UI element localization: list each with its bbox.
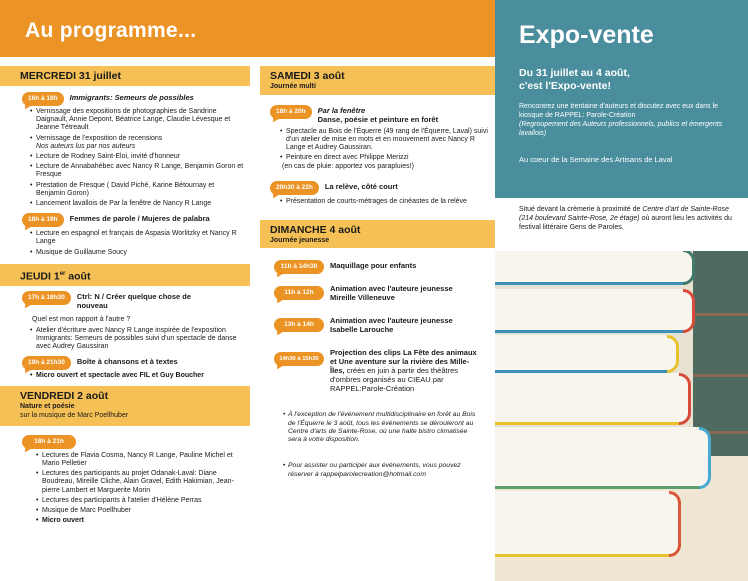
slot xyxy=(0,92,250,208)
day-header-mercredi xyxy=(0,66,250,86)
day-header-dimanche xyxy=(260,220,495,249)
program-title: Au programme... xyxy=(25,19,197,42)
list-item: • Vernissage de l'exposition de recensions Nos auteurs lus par nos auteurs xyxy=(36,135,244,151)
slot-title: Immigrants: Semeurs de possibles xyxy=(69,93,194,102)
program-column-right xyxy=(260,66,495,479)
book xyxy=(495,373,691,425)
list-item: • Prestation de Fresque ( David Piché, Karine Bétournay et Benjamin Goron) xyxy=(36,182,244,198)
list-item: • Musique de Marc Poellhuber xyxy=(42,507,244,515)
note-item: • Pour assister ou participer aux événements, vous pouvez réserver à rappelparolecreation@hotmail.com xyxy=(288,462,481,479)
expo-panel xyxy=(495,0,748,581)
expo-description: Rencontrez une trentaine d'auteurs et discutez avec eux dans le kiosque de RAPPEL: Parole-Création (Regroupement des Auteurs professionnels, publics et émergents lavallois) xyxy=(519,103,723,137)
time-badge: 14h30 à 15h30 xyxy=(274,352,324,366)
time-badge: 18h à 21h xyxy=(22,435,76,449)
photo-wall xyxy=(693,251,748,456)
list-item: • Lectures des participants à l'atelier d'Hélène Perras xyxy=(42,497,244,505)
list-item: • Peinture en direct avec Philippe Merizzi xyxy=(286,154,489,162)
list-item: • Vernissage des expositions de photographies de Sandrine Daignault, Annie Depont, Béatrice Lange, Claudie Lévesque et Jeanne Tétreault xyxy=(36,108,244,133)
time-badge: 11h à 14h30 xyxy=(274,260,324,274)
list-item: • Micro ouvert et spectacle avec FIL et Guy Boucher xyxy=(36,372,244,380)
time-badge: 20h30 à 22h xyxy=(270,181,319,195)
photo-wall-line xyxy=(693,313,748,316)
item-list xyxy=(0,108,250,208)
slot-title: Boîte à chansons et à textes xyxy=(76,357,178,367)
day-title: DIMANCHE 4 août xyxy=(270,223,361,236)
slot xyxy=(260,347,495,393)
slot-title: Animation avec l'auteure jeunesse Isabelle Larouche xyxy=(330,316,453,335)
day-title: VENDREDI 2 août xyxy=(20,390,109,403)
expo-context: Au coeur de la Semaine des Artisans de Laval xyxy=(519,155,673,164)
books-photo xyxy=(495,251,748,581)
list-item: • Lancement lavallois de Par la fenêtre de Nancy R Lange xyxy=(36,200,244,208)
list-item: • Atelier d'écriture avec Nancy R Lange inspirée de l'exposition Immigrants: Semeurs de possibles suivi d'un spectacle de danse avec Audrey Gaussiran xyxy=(36,327,244,352)
book xyxy=(495,335,679,373)
book xyxy=(495,289,695,333)
slot-title: La relève, côté court xyxy=(324,181,398,191)
time-badge: 18h à 20h xyxy=(270,105,312,119)
slot xyxy=(0,356,250,380)
list-item: • Spectacle au Bois de l'Équerre (49 rang de l'Équerre, Laval) suivi d'un atelier de mise en mots et en mouvement avec Nancy R Lange et Audrey Gaussiran. xyxy=(286,128,489,153)
day-subtitle: Journée multi xyxy=(270,83,316,90)
slot xyxy=(0,291,250,351)
slot-title: Femmes de parole / Mujeres de palabra xyxy=(69,214,210,224)
slot xyxy=(260,181,495,206)
slot xyxy=(260,315,495,334)
slot xyxy=(260,105,495,172)
day-title: JEUDI 1er août xyxy=(20,270,91,283)
expo-title: Expo-vente xyxy=(519,21,654,49)
book xyxy=(495,491,681,557)
item-list xyxy=(0,452,250,526)
time-badge: 18h à 19h xyxy=(22,213,64,227)
item-list xyxy=(260,198,495,206)
list-item: • Lecture en espagnol et français de Aspasia Worlitzky et Nancy R Lange xyxy=(36,230,244,246)
program-column-left xyxy=(0,66,250,525)
day-title: SAMEDI 3 août xyxy=(270,70,345,82)
day-header-samedi xyxy=(260,66,495,95)
slot-title: Projection des clips La Fête des animaux et Une aventure sur la rivière des Mille-Îles, créés en juin à partir des théâtres d'ombres organisés au CIEAU par RAPPEL:Parole-Création xyxy=(330,348,477,394)
time-badge: 17h à 18h30 xyxy=(22,291,71,305)
time-badge: 11h à 12h xyxy=(274,286,324,300)
item-list xyxy=(0,327,250,352)
item-list xyxy=(0,230,250,257)
time-badge: 19h à 21h30 xyxy=(22,356,71,370)
rain-note: (en cas de pluie: apportez vos parapluies!) xyxy=(282,163,414,171)
day-title: MERCREDI 31 juillet xyxy=(20,70,121,82)
list-item: • Lecture de Annabahébec avec Nancy R Lange, Benjamin Goron et Fresque xyxy=(36,163,244,179)
list-item: • Lecture de Rodney Saint-Eloi, invité d'honneur xyxy=(36,153,244,161)
day-subtitle: Nature et poésie xyxy=(20,403,75,411)
book xyxy=(495,427,711,489)
book xyxy=(495,251,695,285)
expo-location: Situé devant la crèmerie à proximité de Centre d'art de Sainte-Rose (214 boulevard Sainte-Rose, 2e étage) où auront lieu les activités du festival littéraire Gens de Paroles. xyxy=(519,206,732,231)
day-subtitle-2: sur la musique de Marc Poellhuber xyxy=(20,411,129,419)
slot xyxy=(0,435,250,526)
time-badge: 13h à 14h xyxy=(274,318,324,332)
item-list xyxy=(260,128,495,163)
slot xyxy=(0,213,250,257)
program-header xyxy=(0,0,495,57)
slot-title: Animation avec l'auteure jeunesse Mireille Villeneuve xyxy=(330,284,453,303)
expo-box xyxy=(495,0,748,198)
time-badge: 16h à 18h xyxy=(22,92,64,106)
notes-list xyxy=(260,411,495,479)
slot xyxy=(260,283,495,302)
day-subtitle: Journée jeunesse xyxy=(270,236,330,244)
list-item: • Lectures des participants au projet Odanak-Laval: Diane Boudreau, Mireille Cliche, Alain Gravel, Edith Hakimian, Jean-pierre Lambert et Marguerite Morin xyxy=(42,470,244,495)
photo-wall-line xyxy=(693,374,748,377)
slot-intro: Quel est mon rapport à l'autre ? xyxy=(32,316,131,324)
expo-dates: Du 31 juillet au 4 août, c'est l'Expo-vente! xyxy=(519,67,630,92)
day-header-vendredi xyxy=(0,386,250,426)
slot xyxy=(260,260,495,274)
item-list xyxy=(0,372,250,380)
list-item: • Micro ouvert xyxy=(42,517,244,525)
slot-title: Par la fenêtre Danse, poésie et peinture en forêt xyxy=(317,105,439,124)
list-item: • Présentation de courts-métrages de cinéastes de la relève xyxy=(286,198,489,206)
slot-title: Ctrl: N / Créer quelque chose de nouveau xyxy=(76,292,192,311)
slot-title: Maquillage pour enfants xyxy=(330,261,417,271)
list-item: • Musique de Guillaume Soucy xyxy=(36,249,244,257)
day-header-jeudi xyxy=(0,264,250,287)
note-item: • À l'exception de l'événement multidisciplinaire en forêt au Bois de l'Équerre le 3 août, tous les événements se dérouleront au Centre d'arts de Sainte-Rose, où une halte bistro climatisée sera à votre disposition. xyxy=(288,411,481,444)
list-item: • Lectures de Flavia Cosma, Nancy R Lange, Pauline Michel et Mario Pelletier xyxy=(42,452,244,468)
